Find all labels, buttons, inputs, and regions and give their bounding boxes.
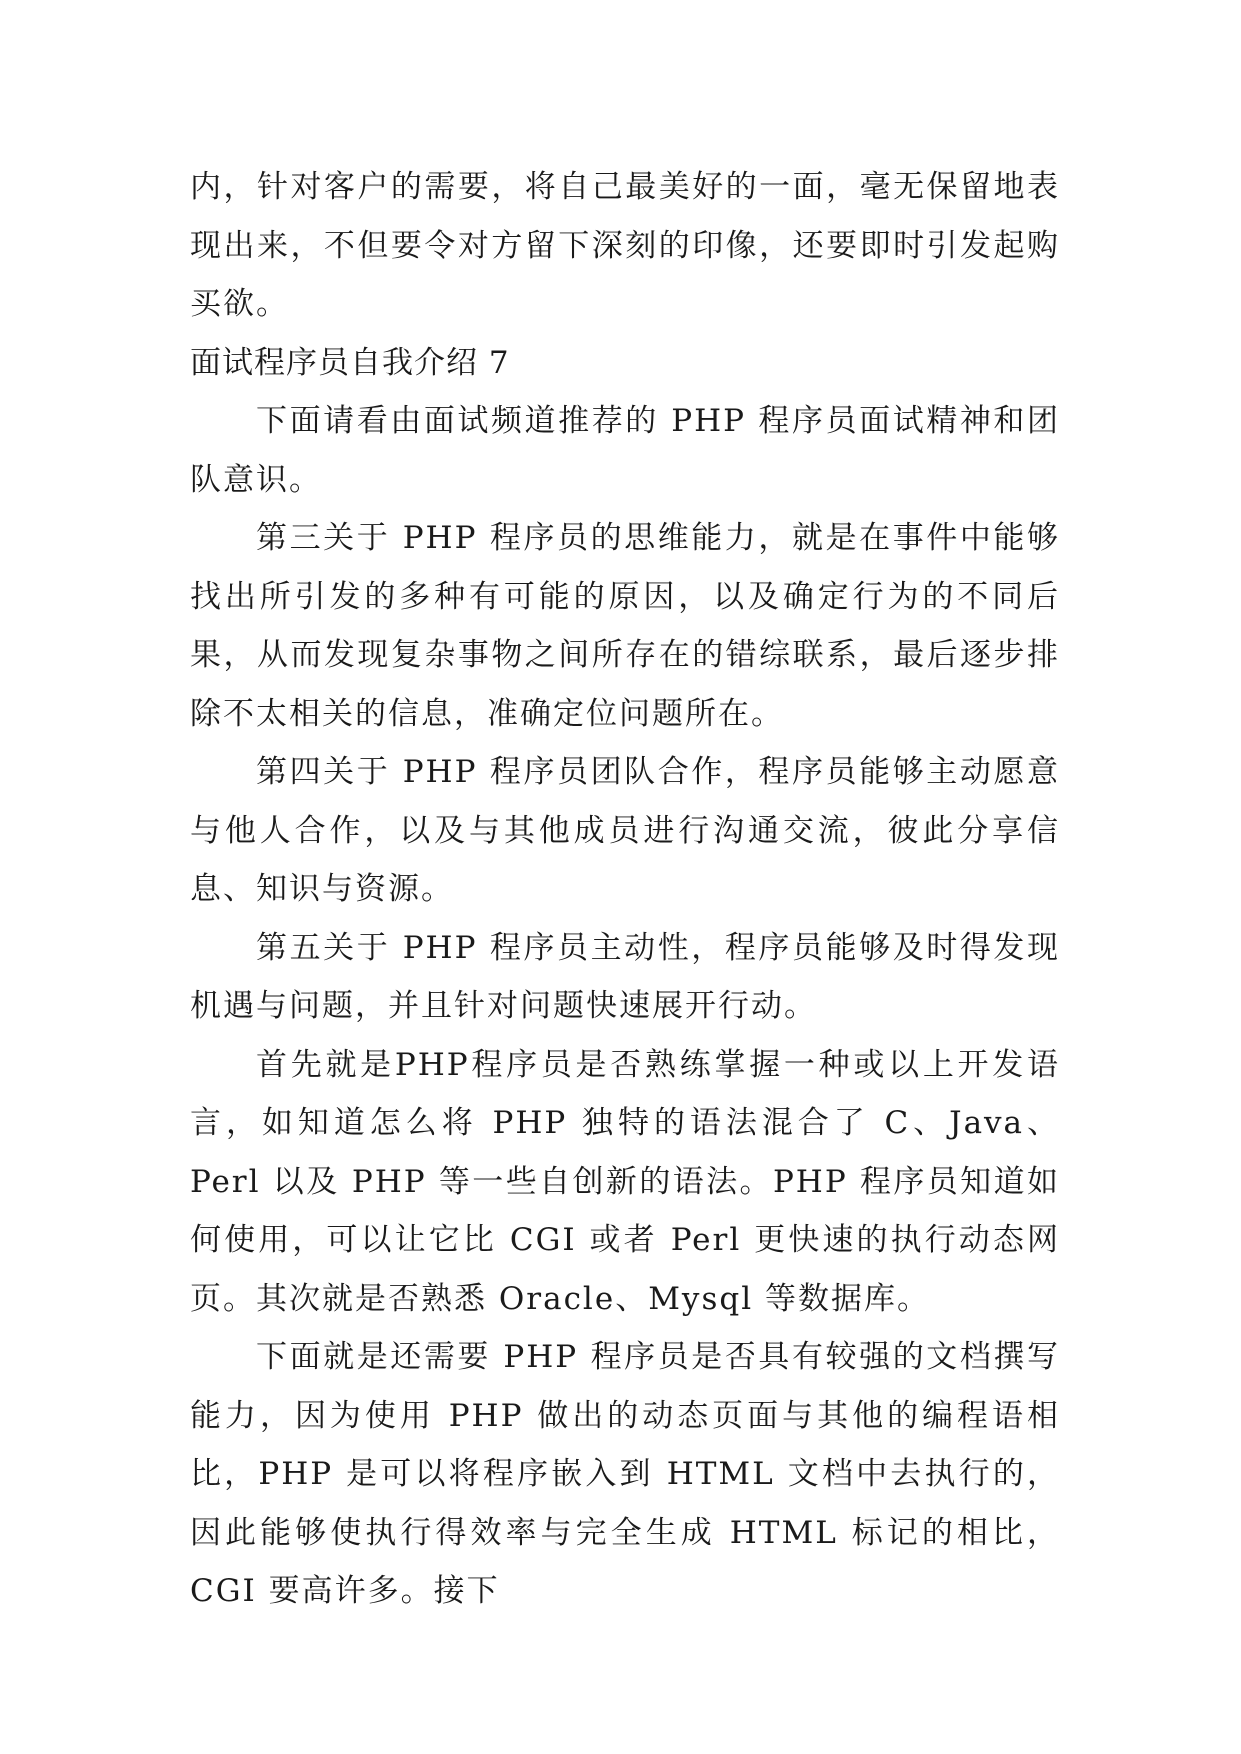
- document-body: [190, 158, 1060, 1621]
- paragraph-languages: 首先就是PHP程序员是否熟练掌握一种或以上开发语言，如知道怎么将 PHP 独特的语法混合了 C、Java、Perl 以及 PHP 等一些自创新的语法。PHP 程序员知道如何使用，可以让它比 CGI 或者 Perl 更快速的执行动态网页。其次就是否熟悉 Oracle、Mysql 等数据库。: [190, 1046, 1060, 1317]
- paragraph-documentation: 下面就是还需要 PHP 程序员是否具有较强的文档撰写能力，因为使用 PHP 做出的动态页面与其他的编程语相比，PHP 是可以将程序嵌入到 HTML 文档中去执行的，因此能够使执行得效率与完全生成 HTML 标记的相比，CGI 要高许多。接下: [190, 1339, 1060, 1609]
- paragraph-intro: 下面请看由面试频道推荐的 PHP 程序员面试精神和团队意识。: [190, 403, 1060, 498]
- paragraph-initiative: 第五关于 PHP 程序员主动性，程序员能够及时得发现机遇与问题，并且针对问题快速展开行动。: [190, 929, 1060, 1024]
- paragraph-thinking-ability: 第三关于 PHP 程序员的思维能力，就是在事件中能够找出所引发的多种有可能的原因，以及确定行为的不同后果，从而发现复杂事物之间所存在的错综联系，最后逐步排除不太相关的信息，准确定位问题所在。: [190, 520, 1060, 732]
- paragraph-continuation: 内，针对客户的需要，将自己最美好的一面，毫无保留地表现出来，不但要令对方留下深刻的印像，还要即时引发起购买欲。: [190, 169, 1060, 322]
- paragraph-teamwork: 第四关于 PHP 程序员团队合作，程序员能够主动愿意与他人合作，以及与其他成员进行沟通交流，彼此分享信息、知识与资源。: [190, 754, 1060, 907]
- section-heading: 面试程序员自我介绍 7: [190, 344, 510, 381]
